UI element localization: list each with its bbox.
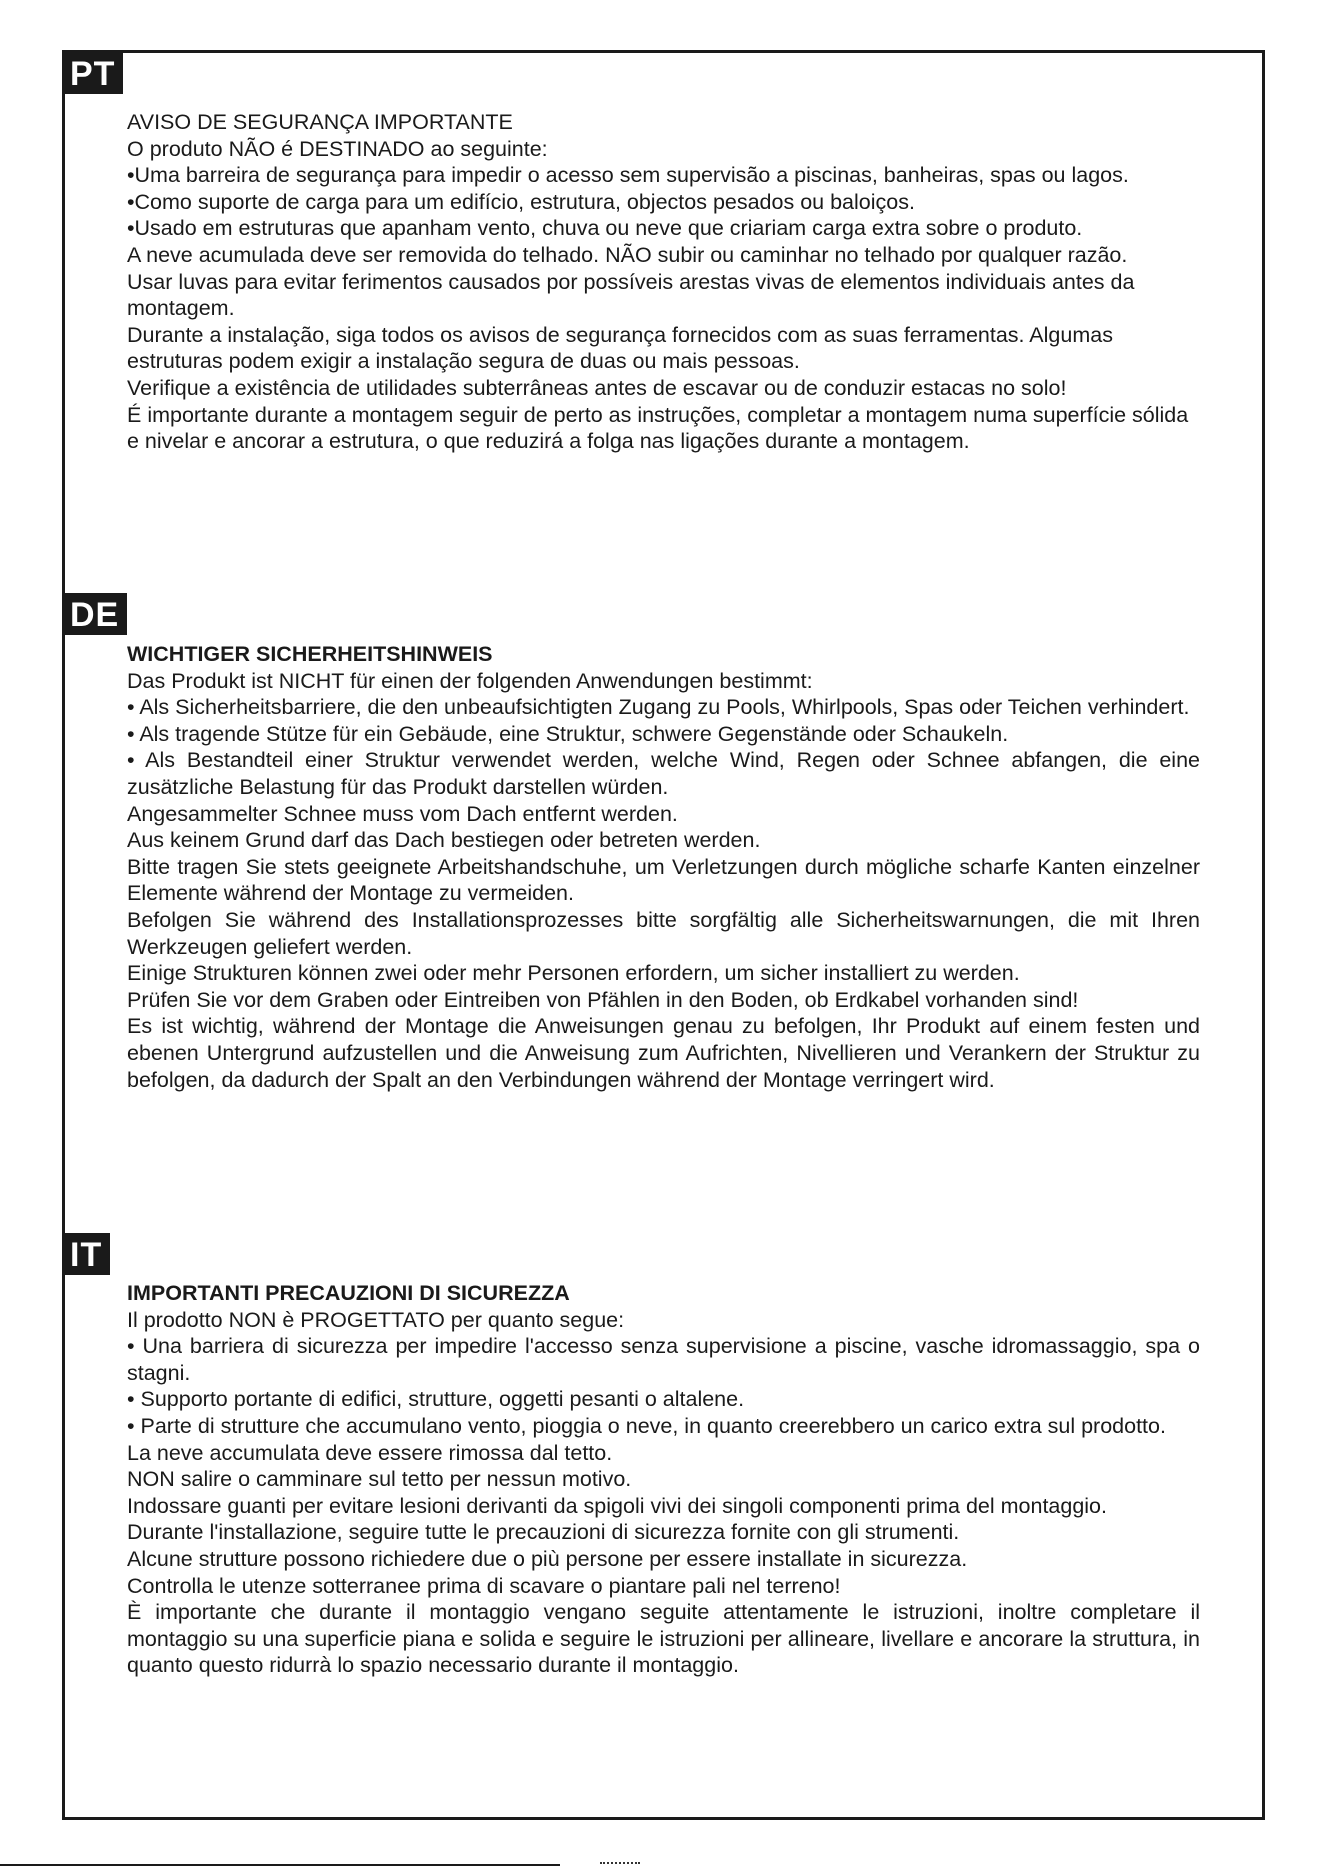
text-line: O produto NÃO é DESTINADO ao seguinte:	[127, 136, 548, 161]
text-line: Verifique a existência de utilidades subterrâneas antes de escavar ou de conduzir estacas no solo!	[127, 375, 1067, 400]
bottom-marks	[600, 1862, 640, 1868]
bottom-rule	[0, 1864, 560, 1866]
section-it	[127, 1280, 1200, 1679]
list-item: • Als Bestandteil einer Struktur verwendet werden, welche Wind, Regen oder Schnee abfangen, die eine zusätzliche Belastung für das Produkt darstellen würden.	[127, 748, 1200, 799]
text-line: Il prodotto NON è PROGETTATO per quanto segue:	[127, 1307, 625, 1332]
list-item: •Uma barreira de segurança para impedir o acesso sem supervisão a piscinas, banheiras, spas ou lagos.	[127, 163, 1129, 188]
text-line: Das Produkt ist NICHT für einen der folgenden Anwendungen bestimmt:	[127, 668, 813, 693]
language-badge-pt: PT	[62, 52, 123, 94]
text-line: Einige Strukturen können zwei oder mehr Personen erfordern, um sicher installiert zu werden.	[127, 961, 1020, 986]
text-line: Durante a instalação, siga todos os avisos de segurança fornecidos com as suas ferramentas. Algumas estruturas podem exigir a instalação segura de duas ou mais pessoas.	[127, 322, 1113, 374]
section-de	[127, 641, 1200, 1093]
text-line: A neve acumulada deve ser removida do telhado. NÃO subir ou caminhar no telhado por qualquer razão.	[127, 242, 1128, 267]
language-badge-de: DE	[62, 593, 127, 635]
list-item: • Als tragende Stütze für ein Gebäude, eine Struktur, schwere Gegenstände oder Schaukeln.	[127, 721, 1009, 746]
text-line: Durante l'installazione, seguire tutte le precauzioni di sicurezza fornite con gli strumenti.	[127, 1520, 960, 1545]
text-line: É importante durante a montagem seguir de perto as instruções, completar a montagem numa superfície sólida e nivelar e ancorar a estrutura, o que reduzirá a folga nas ligações durante a montagem.	[127, 402, 1189, 454]
list-item: • Als Sicherheitsbarriere, die den unbeaufsichtigten Zugang zu Pools, Whirlpools, Spas oder Teichen verhindert.	[127, 695, 1190, 720]
section-heading: AVISO DE SEGURANÇA IMPORTANTE	[127, 110, 513, 134]
list-item: • Supporto portante di edifici, strutture, oggetti pesanti o altalene.	[127, 1387, 745, 1412]
section-heading: IMPORTANTI PRECAUZIONI DI SICUREZZA	[127, 1281, 570, 1305]
text-line: Angesammelter Schnee muss vom Dach entfernt werden.	[127, 801, 678, 826]
list-item: •Como suporte de carga para um edifício, estrutura, objectos pesados ou baloiços.	[127, 189, 915, 214]
text-line: Aus keinem Grund darf das Dach bestiegen oder betreten werden.	[127, 828, 761, 853]
text-line: È importante che durante il montaggio vengano seguite attentamente le istruzioni, inoltre completare il montaggio su una superficie piana e solida e seguire le istruzioni per allineare, livellare e ancorare la struttura, in quanto questo ridurrà lo spazio necessario durante il montaggio.	[127, 1600, 1200, 1678]
language-badge-it: IT	[62, 1233, 110, 1275]
text-line: Befolgen Sie während des Installationsprozesses bitte sorgfältig alle Sicherheitswarnungen, die mit Ihren Werkzeugen geliefert werden.	[127, 907, 1200, 959]
section-pt	[127, 109, 1200, 455]
list-item: •Usado em estruturas que apanham vento, chuva ou neve que criariam carga extra sobre o produto.	[127, 216, 1083, 241]
section-heading: WICHTIGER SICHERHEITSHINWEIS	[127, 642, 493, 666]
text-line: Prüfen Sie vor dem Graben oder Eintreiben von Pfählen in den Boden, ob Erdkabel vorhanden sind!	[127, 987, 1079, 1012]
text-line: Bitte tragen Sie stets geeignete Arbeitshandschuhe, um Verletzungen durch mögliche scharfe Kanten einzelner Elemente während der Montage zu vermeiden.	[127, 854, 1200, 906]
list-item: • Parte di strutture che accumulano vento, pioggia o neve, in quanto creerebbero un carico extra sul prodotto.	[127, 1413, 1166, 1438]
text-line: NON salire o camminare sul tetto per nessun motivo.	[127, 1467, 632, 1492]
text-line: Es ist wichtig, während der Montage die Anweisungen genau zu befolgen, Ihr Produkt auf einem festen und ebenen Untergrund aufzustellen und die Anweisung zum Aufrichten, Nivellieren und Verankern der Struktur zu befolgen, da dadurch der Spalt an den Verbindungen während der Montage verringert wird.	[127, 1014, 1200, 1092]
text-line: Indossare guanti per evitare lesioni derivanti da spigoli vivi dei singoli componenti prima del montaggio.	[127, 1493, 1107, 1518]
text-line: Usar luvas para evitar ferimentos causados por possíveis arestas vivas de elementos individuais antes da montagem.	[127, 269, 1135, 321]
list-item: • Una barriera di sicurezza per impedire l'accesso senza supervisione a piscine, vasche idromassaggio, spa o stagni.	[127, 1334, 1200, 1385]
text-line: Controlla le utenze sotterranee prima di scavare o piantare pali nel terreno!	[127, 1573, 841, 1598]
text-line: La neve accumulata deve essere rimossa dal tetto.	[127, 1440, 613, 1465]
text-line: Alcune strutture possono richiedere due o più persone per essere installate in sicurezza.	[127, 1546, 968, 1571]
